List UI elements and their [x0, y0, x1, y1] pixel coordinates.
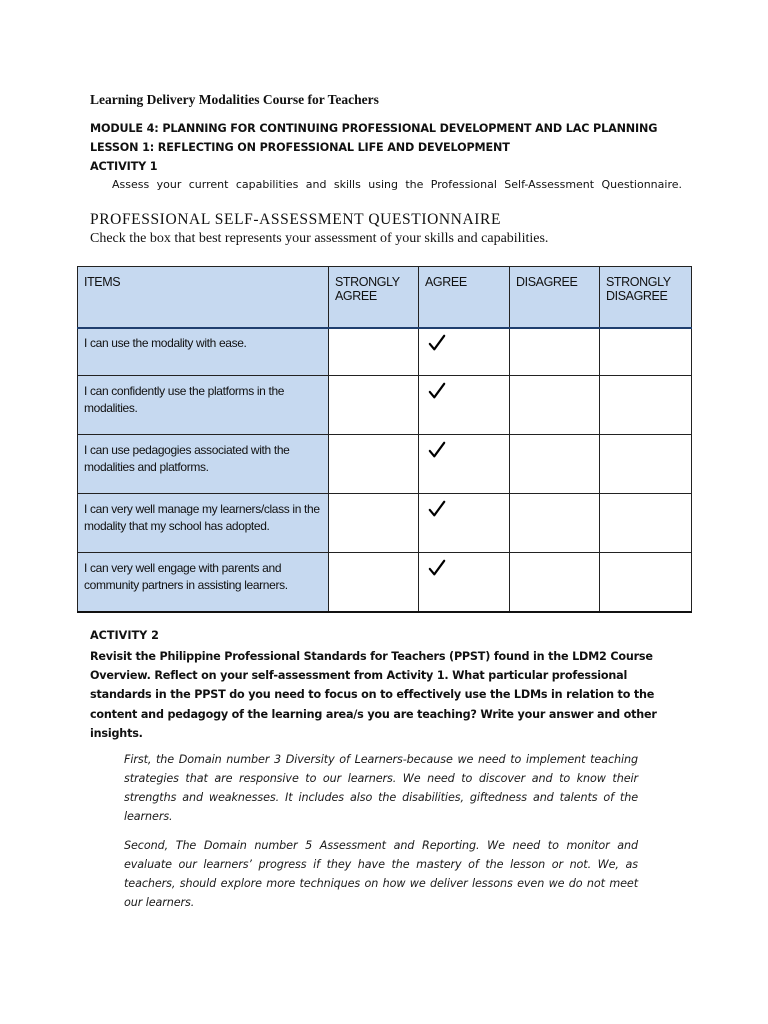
answer-paragraph-1: First, the Domain number 3 Diversity of Learners-because we need to implement teaching strategies that are responsive to our learners. We need to discover and to know their strengths and weaknesses. It includes also the disabilities, giftedness and talents of the learners. — [124, 753, 638, 823]
header-strongly-agree: STRONGLY AGREE — [329, 267, 419, 329]
activity2-label: ACTIVITY 2 — [90, 629, 159, 642]
item-text: I can use the modality with ease. — [78, 328, 329, 376]
cell-strongly-disagree[interactable] — [600, 435, 692, 494]
answer-paragraph-2: Second, The Domain number 5 Assessment and Reporting. We need to monitor and evaluate our learners’ progress if they have the mastery of the lesson or not. We, as teachers, should explore more techniques on how we deliver lessons even we do not meet our learners. — [124, 839, 638, 909]
course-title: Learning Delivery Modalities Course for Teachers — [90, 92, 379, 107]
cell-strongly-agree[interactable] — [329, 553, 419, 613]
table-row — [78, 553, 692, 613]
table-header-row — [78, 267, 692, 329]
checkmark-icon — [428, 382, 446, 400]
activity1-instruction: Assess your current capabilities and skills using the Professional Self-Assessment Questionnaire. — [112, 178, 682, 191]
table-row — [78, 494, 692, 553]
cell-agree[interactable] — [419, 328, 510, 376]
questionnaire-title: PROFESSIONAL SELF-ASSESSMENT QUESTIONNAIRE — [90, 211, 502, 228]
header-strongly-disagree: STRONGLY DISAGREE — [600, 267, 692, 329]
questionnaire-subtitle: Check the box that best represents your assessment of your skills and capabilities. — [90, 231, 549, 246]
item-text: I can very well manage my learners/class in the modality that my school has adopted. — [78, 494, 329, 553]
cell-strongly-disagree[interactable] — [600, 328, 692, 376]
cell-agree[interactable] — [419, 435, 510, 494]
cell-disagree[interactable] — [510, 435, 600, 494]
table-row — [78, 328, 692, 376]
cell-strongly-disagree[interactable] — [600, 553, 692, 613]
cell-strongly-agree[interactable] — [329, 435, 419, 494]
cell-agree[interactable] — [419, 553, 510, 613]
cell-strongly-disagree[interactable] — [600, 494, 692, 553]
item-text: I can very well engage with parents and community partners in assisting learners. — [78, 553, 329, 613]
checkmark-icon — [428, 500, 446, 518]
header-agree: AGREE — [419, 267, 510, 329]
activity2-instructions: Revisit the Philippine Professional Standards for Teachers (PPST) found in the LDM2 Course Overview. Reflect on your self-assessment from Activity 1. What particular professional standards in the PPST do you need to focus on to effectively use the LDMs in relation to the content and pedagogy of the learning area/s you are teaching? Write your answer and other insights. — [90, 650, 657, 740]
self-assessment-table — [77, 266, 692, 613]
activity1-label: ACTIVITY 1 — [90, 160, 158, 173]
cell-strongly-agree[interactable] — [329, 494, 419, 553]
table-row — [78, 435, 692, 494]
lesson-heading: LESSON 1: REFLECTING ON PROFESSIONAL LIFE AND DEVELOPMENT — [90, 141, 510, 154]
cell-strongly-disagree[interactable] — [600, 376, 692, 435]
cell-agree[interactable] — [419, 494, 510, 553]
table-row — [78, 376, 692, 435]
cell-disagree[interactable] — [510, 376, 600, 435]
checkmark-icon — [428, 559, 446, 577]
item-text: I can use pedagogies associated with the modalities and platforms. — [78, 435, 329, 494]
cell-disagree[interactable] — [510, 494, 600, 553]
cell-disagree[interactable] — [510, 328, 600, 376]
cell-agree[interactable] — [419, 376, 510, 435]
cell-strongly-agree[interactable] — [329, 328, 419, 376]
header-items: ITEMS — [78, 267, 329, 329]
item-text: I can confidently use the platforms in the modalities. — [78, 376, 329, 435]
checkmark-icon — [428, 334, 446, 352]
module-heading: MODULE 4: PLANNING FOR CONTINUING PROFESSIONAL DEVELOPMENT AND LAC PLANNING — [90, 122, 658, 135]
cell-strongly-agree[interactable] — [329, 376, 419, 435]
checkmark-icon — [428, 441, 446, 459]
header-disagree: DISAGREE — [510, 267, 600, 329]
cell-disagree[interactable] — [510, 553, 600, 613]
